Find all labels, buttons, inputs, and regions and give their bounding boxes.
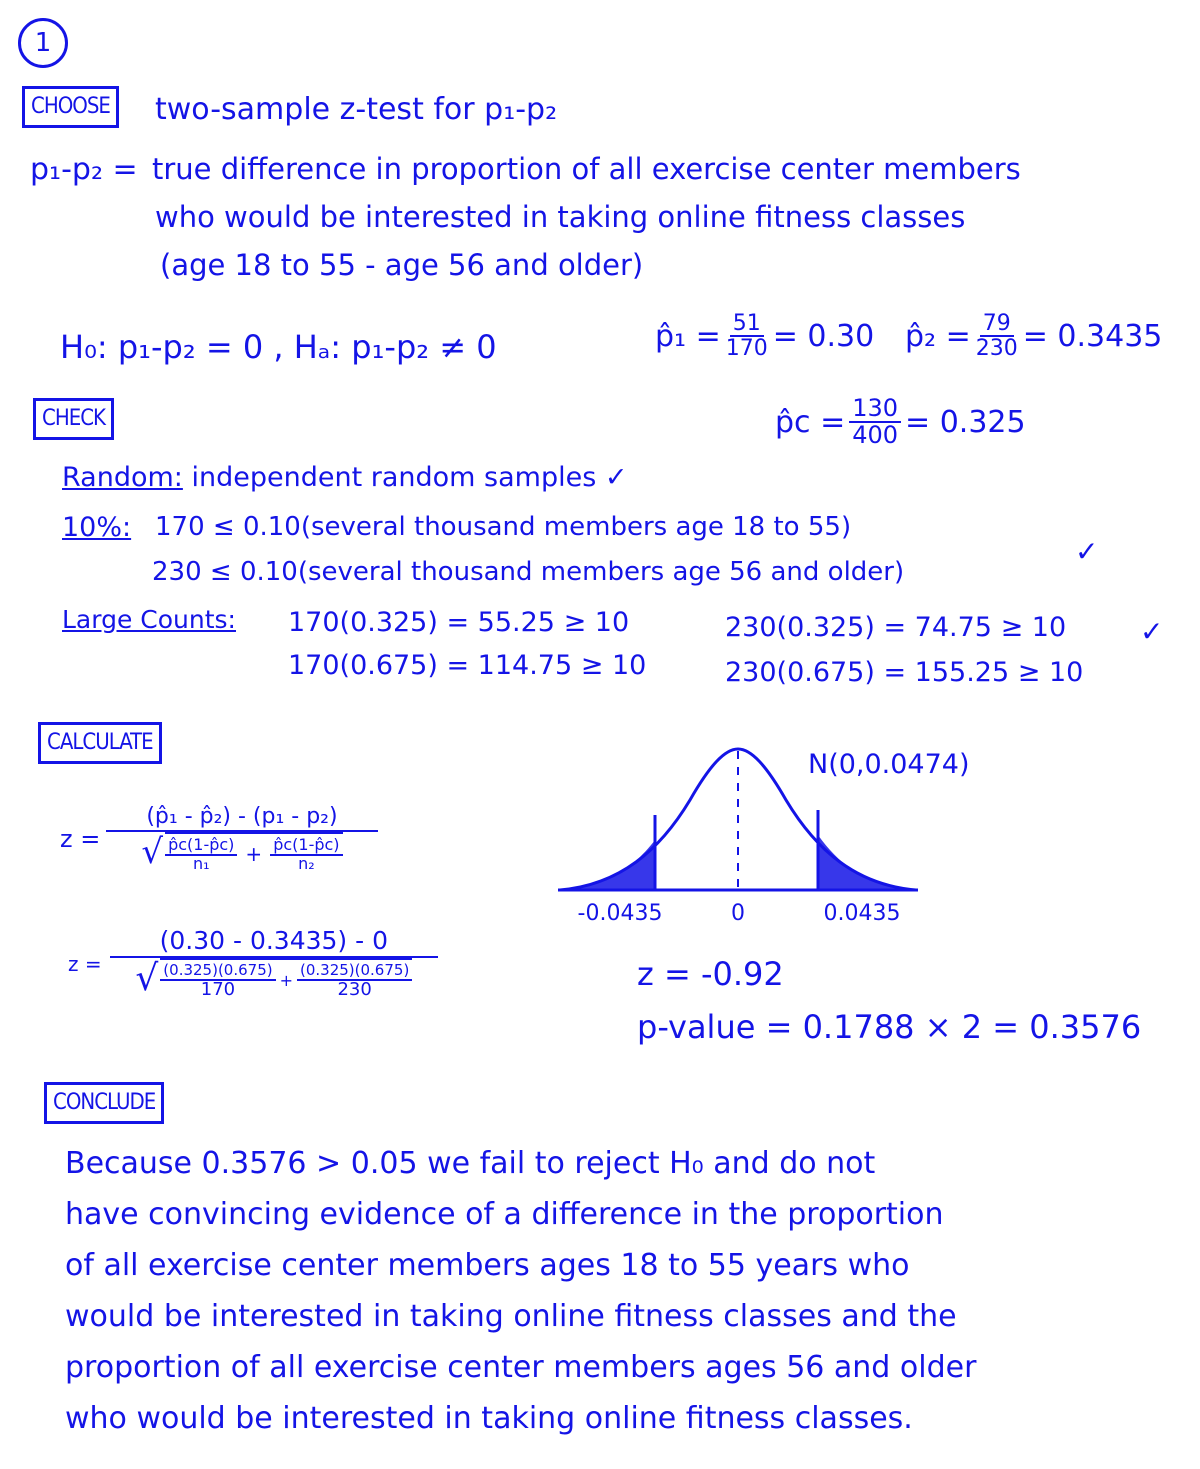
z-formula-numerator: (p̂₁ - p̂₂) - (p₁ - p₂) [106, 805, 377, 832]
parameter-definition-line-2: who would be interested in taking online fitness classes [155, 200, 966, 234]
step-number-badge [18, 18, 68, 68]
random-label: Random: [62, 462, 183, 493]
conclusion-line-1: Because 0.3576 > 0.05 we fail to reject H₀ and do not [65, 1146, 876, 1181]
p-hat-1-value: = 0.30 [772, 318, 875, 354]
z-substitution-term-2 [297, 963, 412, 1000]
z-formula-denominator [138, 832, 345, 873]
p-hat-1-denominator: 170 [725, 336, 768, 362]
z-substitution-radicand [160, 958, 412, 1000]
hypotheses: H₀: p₁-p₂ = 0 , Hₐ: p₁-p₂ ≠ 0 [60, 328, 497, 366]
parameter-definition-line-3: (age 18 to 55 - age 56 and older) [160, 248, 644, 282]
p-hat-2-fraction [973, 312, 1021, 360]
z-substitution-numerator: (0.30 - 0.3435) - 0 [110, 928, 438, 958]
z-substitution-term-1-numerator: (0.325)(0.675) [160, 963, 275, 981]
z-substitution-denominator [132, 958, 415, 1000]
random-condition [62, 462, 627, 493]
tick-left: -0.0435 [577, 901, 663, 926]
p-hat-pooled-fraction [849, 396, 901, 448]
z-substitution-term-2-denominator: 230 [337, 979, 372, 1000]
z-formula-term-1-numerator: p̂c(1-p̂c) [165, 837, 237, 856]
p-hat-pooled-value: = 0.325 [905, 404, 1026, 440]
ten-percent-line-1: 170 ≤ 0.10(several thousand members age 18 to 55) [155, 512, 852, 542]
shaded-left-tail [560, 840, 655, 890]
p-hat-1-fraction [723, 312, 771, 360]
z-formula-plus: + [245, 842, 263, 867]
tick-center: 0 [731, 901, 745, 926]
z-formula-term-2 [270, 837, 342, 873]
large-counts-b1: 230(0.325) = 74.75 ≥ 10 [725, 612, 1067, 643]
z-substitution [68, 928, 438, 1000]
conclusion-line-4: would be interested in taking online fitness classes and the [65, 1299, 957, 1334]
z-formula-term-1 [165, 837, 237, 873]
z-formula-fraction [106, 805, 377, 873]
large-counts-label: Large Counts: [62, 605, 236, 634]
ten-percent-check-mark: ✓ [1075, 535, 1099, 568]
p-hat-pooled-lhs: p̂c = [775, 404, 846, 440]
z-formula-term-1-denominator: n₁ [192, 853, 210, 873]
p-hat-2-denominator: 230 [975, 336, 1018, 362]
z-formula-radicand [165, 832, 342, 873]
square-root-icon: √ [141, 831, 164, 872]
conclude-label: CONCLUDE [44, 1082, 164, 1124]
z-result: z = -0.92 [637, 955, 784, 993]
z-formula-term-2-denominator: n₂ [298, 853, 315, 873]
test-name: two-sample z-test for p₁-p₂ [155, 92, 558, 127]
conclusion-line-2: have convincing evidence of a difference in the proportion [65, 1197, 944, 1232]
conclusion-line-3: of all exercise center members ages 18 to 55 years who [65, 1248, 910, 1283]
z-substitution-term-1-denominator: 170 [200, 979, 236, 1000]
large-counts-a2: 170(0.675) = 114.75 ≥ 10 [288, 650, 647, 681]
p-hat-1-numerator: 51 [730, 312, 764, 337]
p-hat-pooled [775, 396, 1026, 448]
p-hat-2-value: = 0.3435 [1022, 318, 1163, 354]
step-number: 1 [34, 28, 52, 58]
p-hat-2-numerator: 79 [980, 312, 1014, 337]
z-formula-lhs: z = [60, 824, 101, 853]
large-counts-b2: 230(0.675) = 155.25 ≥ 10 [725, 657, 1084, 688]
p-hat-2 [905, 312, 1162, 360]
conclusion-text [65, 1138, 976, 1444]
z-substitution-plus: + [279, 971, 293, 991]
p-hat-1-lhs: p̂₁ = [655, 318, 721, 354]
random-text: independent random samples ✓ [191, 462, 628, 493]
z-formula-term-2-numerator: p̂c(1-p̂c) [270, 837, 342, 856]
z-substitution-lhs: z = [68, 951, 102, 976]
large-counts-check-mark: ✓ [1140, 615, 1164, 648]
p-hat-1 [655, 312, 874, 360]
conclusion-line-6: who would be interested in taking online fitness classes. [65, 1401, 913, 1436]
choose-label: CHOOSE [22, 86, 119, 128]
p-hat-pooled-numerator: 130 [849, 396, 901, 423]
conclusion-line-5: proportion of all exercise center members ages 56 and older [65, 1350, 977, 1385]
p-hat-pooled-denominator: 400 [852, 421, 899, 450]
tick-right: 0.0435 [823, 901, 901, 926]
parameter-definition-line-1: true difference in proportion of all exercise center members [152, 152, 1021, 186]
z-substitution-term-2-numerator: (0.325)(0.675) [297, 963, 412, 981]
z-substitution-term-1 [160, 963, 275, 1000]
ten-percent-label: 10%: [62, 512, 132, 543]
parameter-lhs: p₁-p₂ = [30, 152, 138, 187]
square-root-icon: √ [135, 958, 159, 1000]
z-substitution-fraction [110, 928, 438, 1000]
shaded-right-tail [818, 835, 916, 890]
normal-distribution-sketch [550, 735, 1190, 935]
calculate-label: CALCULATE [38, 722, 162, 764]
distribution-label: N(0,0.0474) [808, 749, 970, 780]
z-formula [60, 805, 378, 873]
large-counts-a1: 170(0.325) = 55.25 ≥ 10 [288, 607, 630, 638]
p-hat-2-lhs: p̂₂ = [905, 318, 971, 354]
ten-percent-line-2: 230 ≤ 0.10(several thousand members age 56 and older) [152, 557, 905, 587]
p-value: p-value = 0.1788 × 2 = 0.3576 [637, 1008, 1142, 1046]
check-label: CHECK [33, 398, 114, 440]
